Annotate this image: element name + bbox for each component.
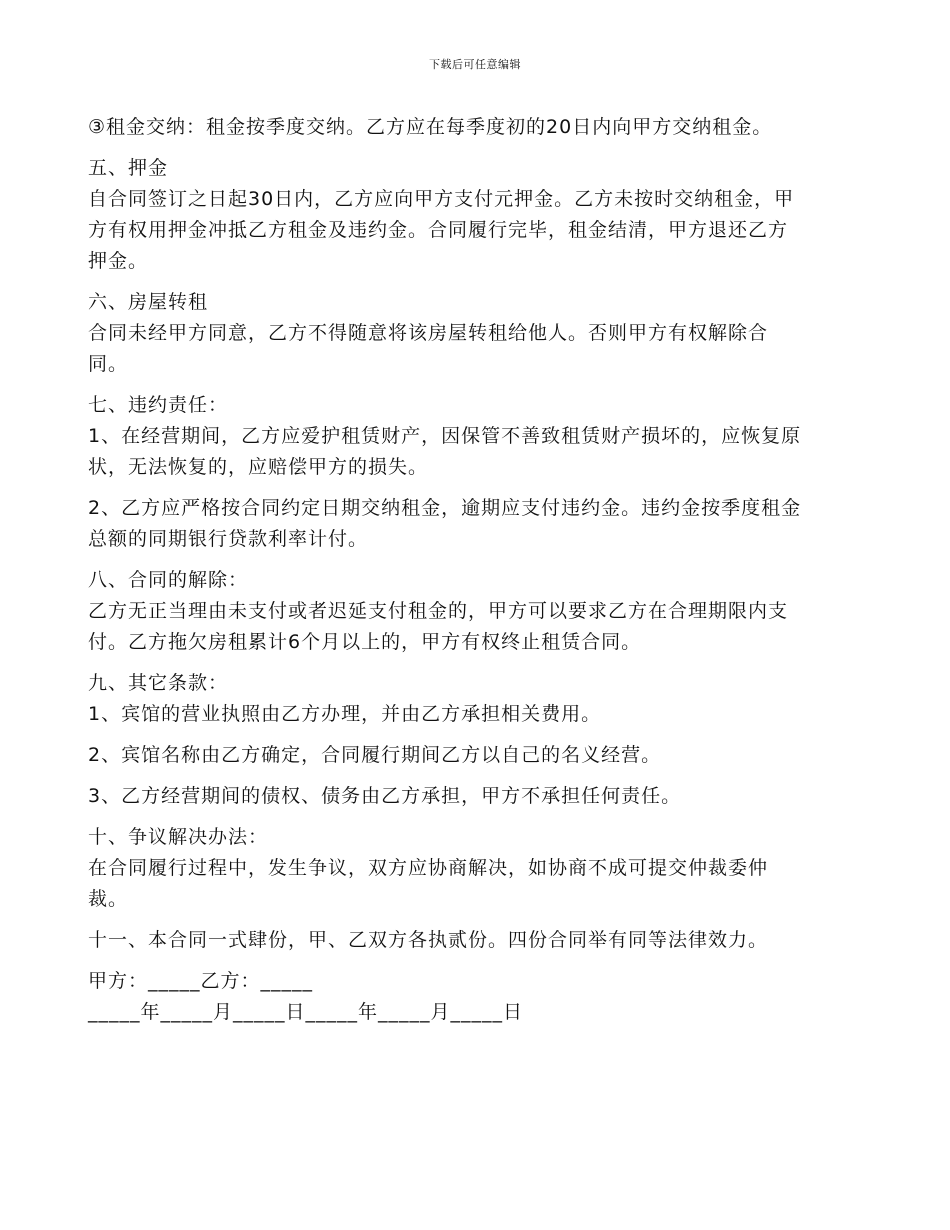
text-line: 在合同履行过程中，发生争议，双方应协商解决，如协商不成可提交仲裁委仲 — [88, 857, 769, 879]
clause-dispute — [88, 822, 863, 915]
text-line: 裁。 — [88, 888, 129, 910]
text-line: 2、乙方应严格按合同约定日期交纳租金，逾期应支付违约金。违约金按季度租金 — [88, 497, 802, 519]
text-line: 3、乙方经营期间的债权、债务由乙方承担，甲方不承担任何责任。 — [88, 785, 682, 807]
text-line: 1、宾馆的营业执照由乙方办理，并由乙方承担相关费用。 — [88, 703, 602, 725]
text-line: 押金。 — [88, 250, 149, 272]
text-line: 2、宾馆名称由乙方确定，合同履行期间乙方以自己的名义经营。 — [88, 744, 662, 766]
text-line: 合同未经甲方同意，乙方不得随意将该房屋转租给他人。否则甲方有权解除合 — [88, 322, 769, 344]
clause-heading: 七、违约责任： — [88, 394, 229, 416]
text-line: 十一、本合同一式肆份，甲、乙双方各执贰份。四份合同举有同等法律效力。 — [88, 929, 769, 951]
contract-body — [88, 112, 863, 1038]
text-line: ③租金交纳：租金按季度交纳。乙方应在每季度初的20日内向甲方交纳租金。 — [88, 116, 773, 138]
text-line: 状，无法恢复的，应赔偿甲方的损失。 — [88, 456, 429, 478]
clause-heading: 九、其它条款： — [88, 672, 229, 694]
clause-termination — [88, 565, 863, 658]
text-line: 乙方无正当理由未支付或者迟延支付租金的，甲方可以要求乙方在合理期限内支 — [88, 600, 789, 622]
clause-deposit — [88, 153, 863, 277]
text-line: 总额的同期银行贷款利率计付。 — [88, 528, 369, 550]
clause-heading: 六、房屋转租 — [88, 291, 209, 313]
clause-heading: 八、合同的解除： — [88, 569, 249, 591]
clause-rent-payment — [88, 112, 863, 143]
text-line: 同。 — [88, 353, 129, 375]
clause-heading: 十、争议解决办法： — [88, 826, 269, 848]
clause-liability — [88, 390, 863, 483]
clause-other-terms — [88, 668, 863, 730]
clause-other-terms-item-2 — [88, 740, 863, 771]
text-line: 付。乙方拖欠房租累计6个月以上的，甲方有权终止租赁合同。 — [88, 631, 642, 653]
signature-block — [88, 966, 863, 1028]
text-line: 自合同签订之日起30日内，乙方应向甲方支付元押金。乙方未按时交纳租金，甲 — [88, 188, 795, 210]
clause-liability-item-2 — [88, 493, 863, 555]
clause-heading: 五、押金 — [88, 157, 169, 179]
text-line: 1、在经营期间，乙方应爱护租赁财产，因保管不善致租赁财产损坏的，应恢复原 — [88, 425, 802, 447]
signature-parties: 甲方：_____乙方：_____ — [88, 970, 314, 992]
clause-copies — [88, 925, 863, 956]
text-line: 方有权用押金冲抵乙方租金及违约金。合同履行完毕，租金结清，甲方退还乙方 — [88, 219, 789, 241]
clause-sublease — [88, 287, 863, 380]
page-header: 下载后可任意编辑 — [429, 58, 521, 71]
clause-other-terms-item-3 — [88, 781, 863, 812]
signature-dates: _____年_____月_____日_____年_____月_____日 — [88, 1001, 524, 1023]
